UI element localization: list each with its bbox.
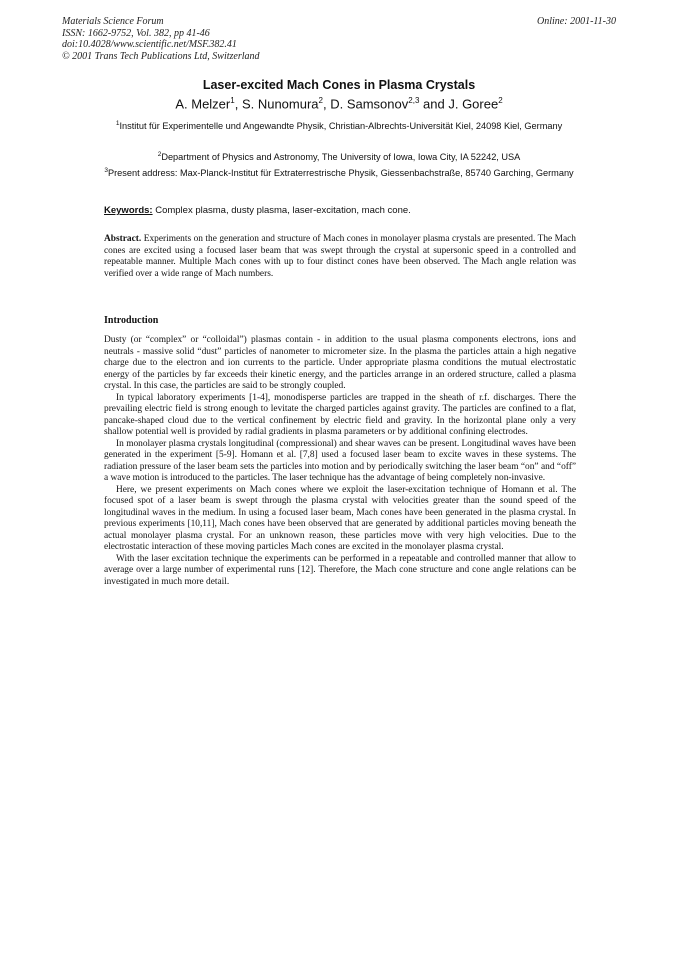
online-date: Online: 2001-11-30 bbox=[537, 16, 616, 27]
author-name: A. Melzer bbox=[175, 96, 231, 112]
paragraph: Dusty (or “complex” or “colloidal”) plasmas contain - in addition to the usual plasma components electrons, ions and neutrals - massive solid “dust” particles of nanometer to micrometer size. In the plasma the particles attain a high negative charge due to the electron and ion currents to the particle. Under appropriate plasma conditions the mutual electrostatic energy of the particles by far exceeds their kinetic energy, and the particles arrange in an ordered structure, called a plasma crystal. In this case, the particles are said to be strongly coupled. bbox=[104, 335, 576, 391]
paragraph: Here, we present experiments on Mach cones where we exploit the laser-excitation technique of Homann et al. The focused spot of a laser beam is swept through the plasma crystal with velocities greater than the sound speed of the longitudinal waves in the medium. In using a focused laser beam, Mach cones have been generated in the plasma crystal. In previous experiments [10,11], Mach cones have been observed that are generated by additional particles moving beneath the actual monolayer plasma crystal. For an unknown reason, these particles move with very high velocities. Due to the electrostatic interaction of these moving particles Mach cones are excited in the monolayer plasma crystal. bbox=[104, 484, 576, 552]
author-affiliation-mark: 1 bbox=[230, 96, 235, 105]
author-list: A. Melzer$^1$, S. Nunomura$^2$, D. Samsonov$^{2,3}$ and J. Goree$^2$ bbox=[175, 96, 503, 112]
paragraph: In monolayer plasma crystals longitudinal (compressional) and shear waves can be present. Longitudinal waves have been generated in the experiment [5-9]. Homann et al. [7,8] used a focused laser beam to excite waves in these systems. The radiation pressure of the laser beam sets the particles into motion and by periodically switching the laser beam “on” and “off” a wave motion is introduced to the particles. The laser technique has the advantage of being completely non-invasive. bbox=[104, 438, 576, 483]
affiliation bbox=[100, 149, 578, 163]
affiliation-text: Institut für Experimentelle und Angewandte Physik, Christian-Albrechts-Universität Kiel, 24098 Kiel, Germany bbox=[119, 121, 563, 132]
author-name: J. Goree bbox=[448, 96, 499, 112]
keywords-text: Complex plasma, dusty plasma, laser-excitation, mach cone. bbox=[155, 205, 411, 216]
author-affiliation-mark: 2 bbox=[318, 96, 323, 105]
author-affiliation-mark: 2 bbox=[498, 96, 503, 105]
affiliation bbox=[100, 165, 578, 179]
paper-title: Laser-excited Mach Cones in Plasma Crystals bbox=[202, 78, 476, 92]
doi-line: doi:10.4028/www.scientific.net/MSF.382.41 bbox=[62, 39, 237, 50]
abstract bbox=[104, 234, 576, 280]
introduction-body bbox=[104, 335, 576, 588]
affiliation-mark: 3 bbox=[104, 167, 108, 174]
affiliation bbox=[100, 118, 578, 132]
author-name: D. Samsonov bbox=[330, 96, 409, 112]
author-name: S. Nunomura bbox=[241, 96, 319, 112]
section-heading: Introduction bbox=[104, 315, 159, 326]
keywords bbox=[104, 205, 411, 216]
abstract-text: Experiments on the generation and structure of Mach cones in monolayer plasma crystals are presented. The Mach cones are excited using a focused laser beam that was swept through the crystal at supersonic speed in a controlled and repeatable manner. Multiple Mach cones with up to four distinct cones have been observed. The Mach angle relation was verified over a wide range of Mach numbers. bbox=[104, 234, 576, 279]
affiliation-text: Present address: Max-Planck-Institut für Extraterrestrische Physik, Giessenbachstraße, 85740 Garching, Germany bbox=[107, 168, 574, 179]
affiliation-mark: 2 bbox=[157, 151, 162, 158]
issn-line: ISSN: 1662-9752, Vol. 382, pp 41-46 bbox=[62, 27, 210, 39]
journal-header bbox=[62, 16, 260, 62]
affiliation-text: Department of Physics and Astronomy, The University of Iowa, Iowa City, IA 52242, USA bbox=[161, 152, 521, 163]
keywords-label: Keywords: bbox=[104, 205, 153, 216]
author-affiliation-mark: 2,3 bbox=[408, 96, 420, 105]
paragraph: In typical laboratory experiments [1-4], monodisperse particles are trapped in the sheath of r.f. discharges. There the prevailing electric field is strong enough to levitate the charged particles against gravity. The particles are confined to a flat, pancake-shaped cloud due to the vertical confinement by electric field and gravity. In the horizontal plane only a very shallow potential well is provided by radial gradients in plasma parameters or by additional confining electrodes. bbox=[104, 392, 576, 437]
affiliation-mark: 1 bbox=[115, 120, 120, 127]
author-conjunction: and bbox=[423, 96, 445, 112]
copyright-line: © 2001 Trans Tech Publications Ltd, Switzerland bbox=[62, 50, 260, 62]
journal-name: Materials Science Forum bbox=[62, 16, 164, 27]
paragraph: With the laser excitation technique the experiments can be performed in a repeatable and controlled manner that allow to average over a large number of experimental runs [12]. Therefore, the Mach cone structure and cone angle relations can be investigated in much more detail. bbox=[104, 553, 576, 587]
abstract-label: Abstract. bbox=[104, 234, 142, 244]
